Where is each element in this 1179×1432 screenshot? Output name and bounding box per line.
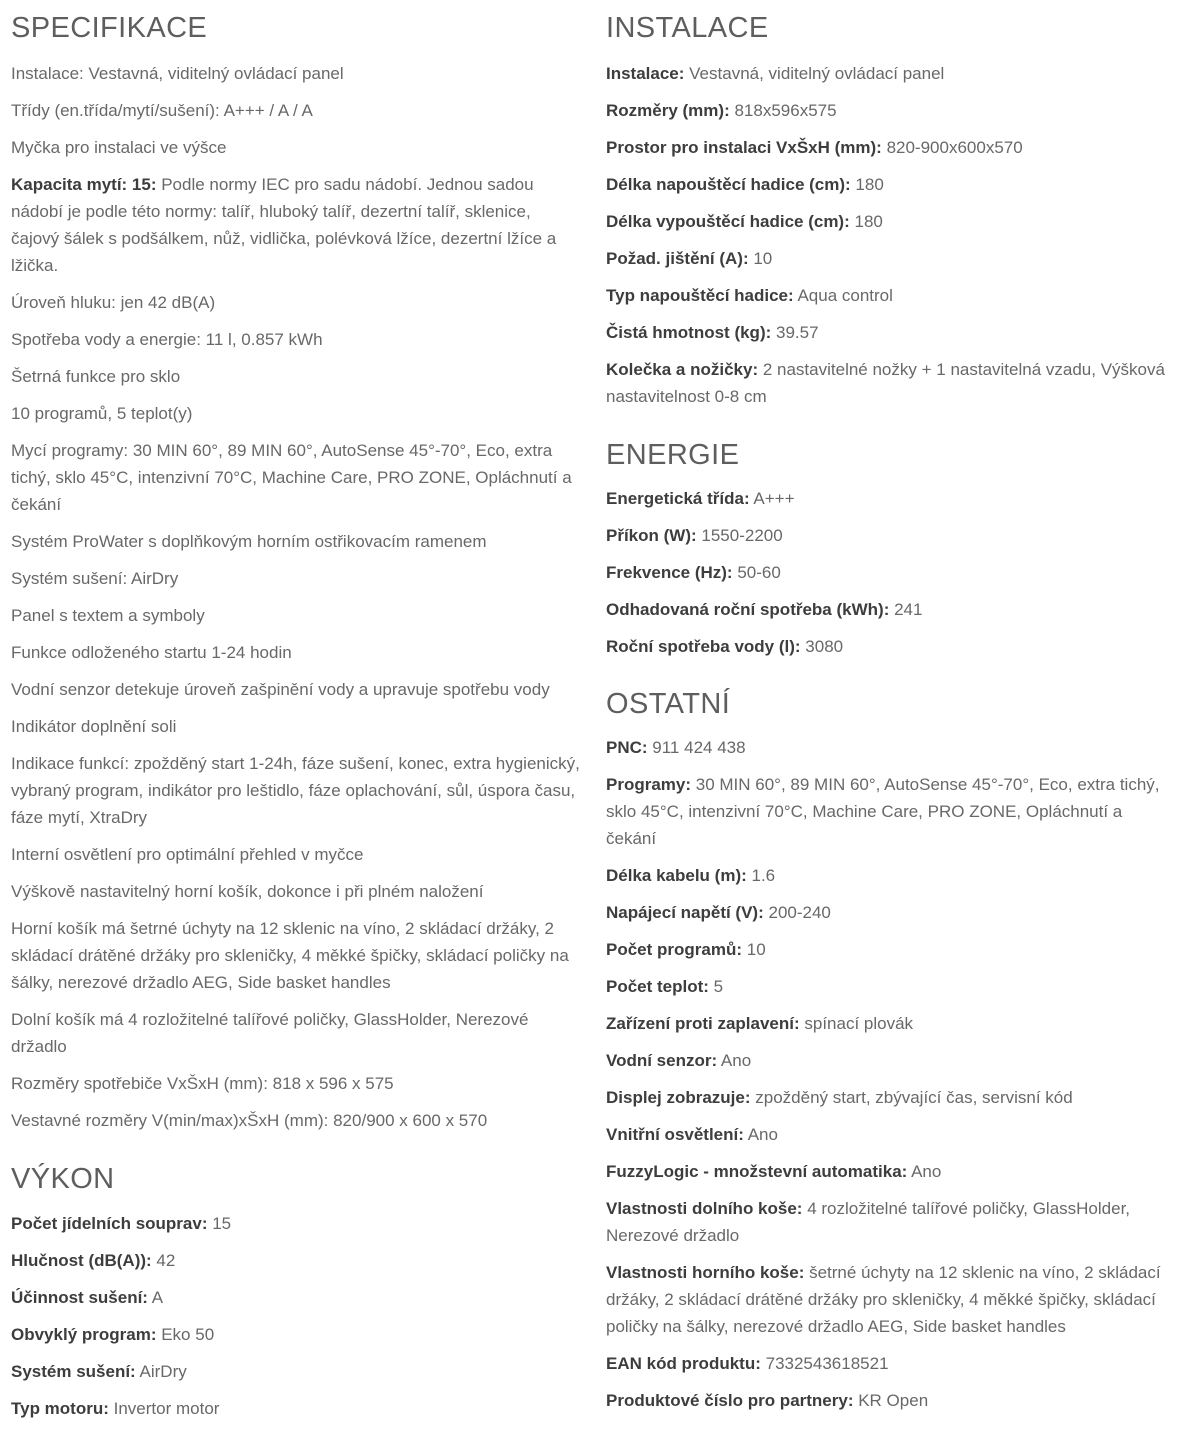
spec-value: Třídy (en.třída/mytí/sušení): A+++ / A / A (11, 101, 313, 120)
spec-item (11, 676, 583, 703)
spec-key: Kapacita mytí: 15: (11, 175, 157, 194)
spec-key: Odhadovaná roční spotřeba (kWh): (606, 600, 890, 619)
spec-item (11, 97, 583, 124)
spec-item (11, 289, 583, 316)
spec-value: Rozměry spotřebiče VxŠxH (mm): 818 x 596 x 575 (11, 1074, 394, 1093)
spec-item (11, 565, 583, 592)
spec-item (606, 1121, 1172, 1148)
spec-value: Dolní košík má 4 rozložitelné talířové poličky, GlassHolder, Nerezové držadlo (11, 1010, 529, 1056)
spec-item (11, 1395, 583, 1422)
spec-value: šetrné úchyty na 12 sklenic na víno, 2 skládací držáky, 2 skládací drátěné držáky pro skleničky, 4 měkké špičky, skládací poličky na šálky, nerezové držadlo AEG, Side basket handles (606, 1263, 1161, 1336)
section-title-specifikace: SPECIFIKACE (11, 12, 208, 44)
spec-value: Systém ProWater s doplňkovým horním ostřikovacím ramenem (11, 532, 487, 551)
spec-item (606, 1387, 1172, 1414)
section-title-vykon: VÝKON (11, 1163, 115, 1195)
spec-key: Obvyklý program: (11, 1325, 157, 1344)
spec-item (11, 1321, 583, 1348)
spec-item (11, 1284, 583, 1311)
spec-item (606, 485, 1172, 512)
spec-item (606, 633, 1172, 660)
spec-value: 5 (708, 977, 724, 996)
spec-item (606, 356, 1172, 410)
spec-value: Vestavná, viditelný ovládací panel (684, 64, 945, 83)
spec-key: Vodní senzor: (606, 1051, 718, 1070)
spec-key: Frekvence (Hz): (606, 563, 733, 582)
spec-value: Eko 50 (156, 1325, 215, 1344)
spec-key: Počet teplot: (606, 977, 709, 996)
ostatni-list (606, 734, 1172, 1414)
spec-value: Ano (907, 1162, 942, 1181)
spec-item (606, 862, 1172, 889)
spec-item (11, 750, 583, 831)
spec-value: 180 (849, 212, 883, 231)
spec-item (11, 363, 583, 390)
spec-item (606, 208, 1172, 235)
spec-key: Počet jídelních souprav: (11, 1214, 208, 1233)
spec-key: Požad. jištění (A): (606, 249, 749, 268)
spec-value: 180 (850, 175, 884, 194)
spec-value: spínací plovák (799, 1014, 914, 1033)
spec-value: Systém sušení: AirDry (11, 569, 179, 588)
spec-item (606, 1158, 1172, 1185)
spec-key: Programy: (606, 775, 692, 794)
spec-value: Invertor motor (108, 1399, 220, 1418)
spec-item (11, 1358, 583, 1385)
spec-key: Kolečka a nožičky: (606, 360, 759, 379)
spec-value: Spotřeba vody a energie: 11 l, 0.857 kWh (11, 330, 323, 349)
spec-value: Šetrná funkce pro sklo (11, 367, 181, 386)
spec-value: Interní osvětlení pro optimální přehled v myčce (11, 845, 364, 864)
spec-item (11, 1247, 583, 1274)
spec-key: Typ motoru: (11, 1399, 109, 1418)
spec-value: Ano (743, 1125, 778, 1144)
spec-key: Prostor pro instalaci VxŠxH (mm): (606, 138, 882, 157)
right-column (606, 0, 1172, 1424)
spec-key: Délka napouštěcí hadice (cm): (606, 175, 851, 194)
spec-key: Hlučnost (dB(A)): (11, 1251, 152, 1270)
spec-item (606, 319, 1172, 346)
spec-item (11, 326, 583, 353)
spec-value: 1550-2200 (696, 526, 783, 545)
spec-item (11, 1070, 583, 1097)
spec-item (11, 1210, 583, 1237)
spec-value: Vodní senzor detekuje úroveň zašpinění vody a upravuje spotřebu vody (11, 680, 550, 699)
spec-item (606, 1084, 1172, 1111)
spec-key: FuzzyLogic - množstevní automatika: (606, 1162, 908, 1181)
spec-item (606, 282, 1172, 309)
spec-item (606, 60, 1172, 87)
spec-key: Příkon (W): (606, 526, 697, 545)
spec-item (11, 60, 583, 87)
spec-value: 820-900x600x570 (881, 138, 1023, 157)
spec-value: 7332543618521 (760, 1354, 889, 1373)
spec-item (606, 1350, 1172, 1377)
spec-value: 200-240 (763, 903, 831, 922)
specifikace-list (11, 60, 583, 1134)
spec-value: KR Open (853, 1391, 929, 1410)
spec-item (606, 1010, 1172, 1037)
spec-key: PNC: (606, 738, 648, 757)
spec-value: 39.57 (771, 323, 819, 342)
energie-list (606, 485, 1172, 660)
spec-key: Vnitřní osvětlení: (606, 1125, 744, 1144)
spec-item (11, 713, 583, 740)
spec-item (606, 134, 1172, 161)
spec-value: 1.6 (746, 866, 776, 885)
section-title-instalace: INSTALACE (606, 12, 769, 44)
vykon-list (11, 1210, 583, 1422)
spec-value: Myčka pro instalaci ve výšce (11, 138, 227, 157)
spec-value: Horní košík má šetrné úchyty na 12 sklenic na víno, 2 skládací držáky, 2 skládací drátěné držáky pro skleničky, 4 měkké špičky, skládací poličky na šálky, nerezové držadlo AEG, Side basket handles (11, 919, 569, 992)
spec-key: Účinnost sušení: (11, 1288, 148, 1307)
spec-value: Ano (717, 1051, 752, 1070)
spec-key: Produktové číslo pro partnery: (606, 1391, 854, 1410)
spec-item (606, 936, 1172, 963)
spec-item (11, 639, 583, 666)
spec-item (11, 171, 583, 279)
spec-value: A+++ (749, 489, 795, 508)
spec-value: 2 nastavitelné nožky + 1 nastavitelná vzadu, Výšková nastavitelnost 0-8 cm (606, 360, 1165, 406)
spec-value: Mycí programy: 30 MIN 60°, 89 MIN 60°, AutoSense 45°-70°, Eco, extra tichý, sklo 45°C, intenzivní 70°C, Machine Care, PRO ZONE, Opláchnutí a čekání (11, 441, 572, 514)
spec-key: Počet programů: (606, 940, 743, 959)
spec-key: Délka kabelu (m): (606, 866, 747, 885)
spec-item (606, 1259, 1172, 1340)
spec-item (11, 134, 583, 161)
spec-value: Funkce odloženého startu 1-24 hodin (11, 643, 292, 662)
spec-key: Čistá hmotnost (kg): (606, 323, 772, 342)
left-column (11, 0, 583, 1432)
spec-item (11, 400, 583, 427)
spec-item (11, 528, 583, 555)
spec-value: Výškově nastavitelný horní košík, dokonce i při plném naložení (11, 882, 484, 901)
spec-value: 4 rozložitelné talířové poličky, GlassHolder, Nerezové držadlo (606, 1199, 1131, 1245)
spec-value: A (147, 1288, 164, 1307)
spec-value: Úroveň hluku: jen 42 dB(A) (11, 293, 216, 312)
spec-value: 10 programů, 5 teplot(y) (11, 404, 193, 423)
spec-value: Panel s textem a symboly (11, 606, 205, 625)
spec-item (606, 1047, 1172, 1074)
spec-item (11, 1107, 583, 1134)
spec-key: Roční spotřeba vody (l): (606, 637, 801, 656)
spec-item (11, 841, 583, 868)
spec-item (606, 171, 1172, 198)
spec-value: 15 (207, 1214, 232, 1233)
spec-key: Vlastnosti dolního koše: (606, 1199, 803, 1218)
spec-item (11, 915, 583, 996)
spec-item (606, 899, 1172, 926)
spec-value: 10 (748, 249, 773, 268)
spec-value: Indikátor doplnění soli (11, 717, 177, 736)
spec-item (11, 878, 583, 905)
spec-value: 42 (151, 1251, 176, 1270)
spec-value: Indikace funkcí: zpožděný start 1-24h, fáze sušení, konec, extra hygienický, vybraný program, indikátor pro leštidlo, fáze oplachování, sůl, úspora času, fáze mytí, XtraDry (11, 754, 580, 827)
spec-value: 30 MIN 60°, 89 MIN 60°, AutoSense 45°-70°, Eco, extra tichý, sklo 45°C, intenzivní 70°C, Machine Care, PRO ZONE, Opláchnutí a čekání (606, 775, 1160, 848)
spec-value: 911 424 438 (647, 738, 746, 757)
instalace-list (606, 60, 1172, 410)
spec-value: 818x596x575 (729, 101, 837, 120)
spec-value: Vestavné rozměry V(min/max)xŠxH (mm): 820/900 x 600 x 570 (11, 1111, 488, 1130)
spec-value: 50-60 (732, 563, 781, 582)
spec-key: Napájecí napětí (V): (606, 903, 764, 922)
spec-item (11, 1006, 583, 1060)
spec-item (606, 973, 1172, 1000)
spec-item (11, 602, 583, 629)
spec-value: 241 (889, 600, 923, 619)
spec-value: Aqua control (793, 286, 893, 305)
spec-value: 10 (742, 940, 766, 959)
spec-key: Systém sušení: (11, 1362, 136, 1381)
spec-key: Rozměry (mm): (606, 101, 730, 120)
spec-key: Typ napouštěcí hadice: (606, 286, 794, 305)
spec-item (606, 97, 1172, 124)
spec-key: EAN kód produktu: (606, 1354, 761, 1373)
spec-key: Délka vypouštěcí hadice (cm): (606, 212, 850, 231)
section-title-ostatni: OSTATNÍ (606, 688, 731, 720)
spec-item (606, 596, 1172, 623)
spec-item (606, 734, 1172, 761)
spec-key: Instalace: (606, 64, 685, 83)
spec-value: Podle normy IEC pro sadu nádobí. Jednou sadou nádobí je podle této normy: talíř, hluboký talíř, dezertní talíř, sklenice, čajový šálek s podšálkem, nůž, vidlička, polévková lžíce, dezertní lžíce a lžička. (11, 175, 557, 275)
spec-item (606, 522, 1172, 549)
spec-value: 3080 (800, 637, 844, 656)
spec-key: Displej zobrazuje: (606, 1088, 751, 1107)
spec-key: Vlastnosti horního koše: (606, 1263, 805, 1282)
spec-key: Zařízení proti zaplavení: (606, 1014, 800, 1033)
spec-item (11, 437, 583, 518)
spec-value: Instalace: Vestavná, viditelný ovládací panel (11, 64, 344, 83)
spec-item (606, 1195, 1172, 1249)
section-title-energie: ENERGIE (606, 439, 740, 471)
spec-item (606, 245, 1172, 272)
spec-value: zpožděný start, zbývající čas, servisní kód (750, 1088, 1073, 1107)
spec-key: Energetická třída: (606, 489, 750, 508)
spec-item (606, 559, 1172, 586)
spec-value: AirDry (135, 1362, 187, 1381)
spec-item (606, 771, 1172, 852)
